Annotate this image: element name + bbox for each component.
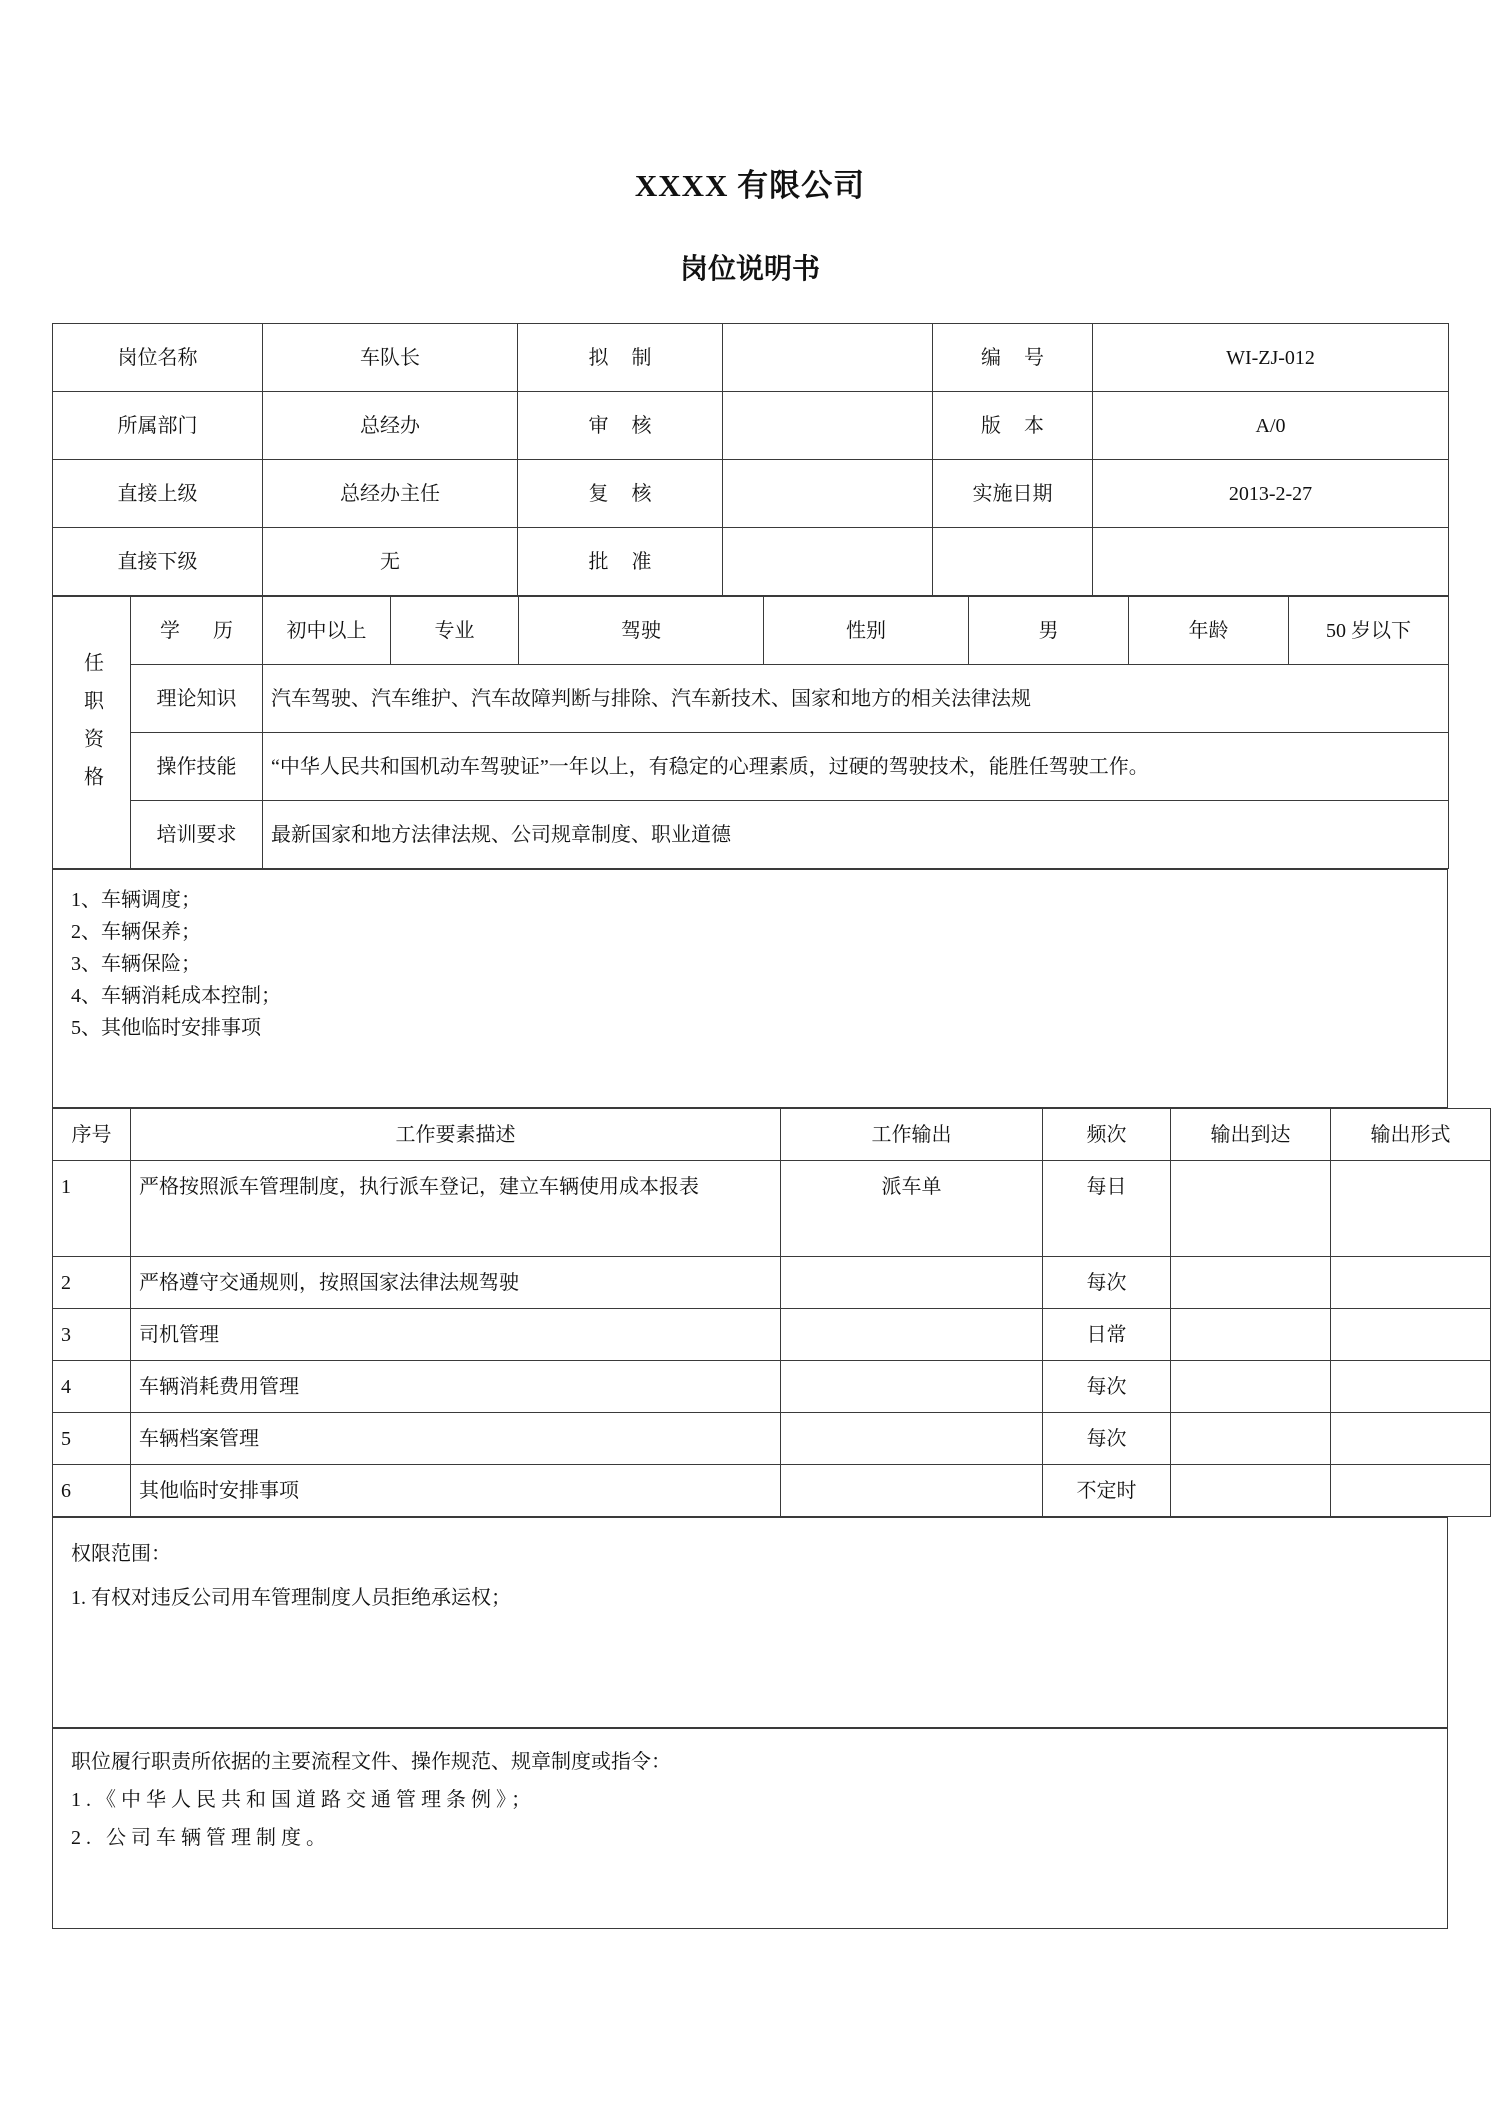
number-label: 编 号 [933,324,1093,392]
table-row [53,1729,1448,1929]
qualification-side-text: 任职资格 [80,651,103,804]
table-row [53,665,1449,733]
table-row [53,1257,1491,1309]
table-row [53,1361,1491,1413]
table-row [53,870,1448,1108]
table-row [53,1161,1491,1257]
effective-date-value: 2013-2-27 [1093,460,1449,528]
major-value: 驾驶 [519,597,764,665]
training-req-value: 最新国家和地方法律法规、公司规章制度、职业道德 [263,801,1449,869]
work-row-form [1331,1309,1491,1361]
table-row [53,324,1449,392]
work-row-no: 6 [53,1465,131,1517]
table-row [53,597,1449,665]
work-row-arrive [1171,1161,1331,1257]
table-row [53,1465,1491,1517]
header-blank-1 [933,528,1093,596]
drafted-value [723,324,933,392]
recheck-label: 复 核 [518,460,723,528]
major-label: 专业 [391,597,519,665]
list-item: 5、其他临时安排事项 [71,1017,261,1039]
header-blank-2 [1093,528,1449,596]
authority-table [52,1517,1448,1728]
department-value: 总经办 [263,392,518,460]
version-value: A/0 [1093,392,1449,460]
list-item: 3、车辆保险； [71,953,201,975]
col-header-output: 工作输出 [781,1109,1043,1161]
work-row-frequency: 每次 [1043,1413,1171,1465]
subordinate-label: 直接下级 [53,528,263,596]
table-row [53,1413,1491,1465]
work-row-arrive [1171,1361,1331,1413]
training-req-label: 培训要求 [131,801,263,869]
work-row-desc: 司机管理 [131,1309,781,1361]
responsibilities-table [52,869,1448,1108]
references-title: 职位履行职责所依据的主要流程文件、操作规范、规章制度或指令： [71,1751,671,1773]
col-header-no: 序号 [53,1109,131,1161]
list-item: 1、车辆调度； [71,889,201,911]
table-row [53,1518,1448,1728]
work-row-output [781,1413,1043,1465]
review-value [723,392,933,460]
work-row-desc: 严格按照派车管理制度，执行派车登记，建立车辆使用成本报表 [131,1161,781,1257]
work-row-form [1331,1413,1491,1465]
work-row-no: 1 [53,1161,131,1257]
work-row-form [1331,1257,1491,1309]
drafted-label: 拟 制 [518,324,723,392]
work-row-desc: 其他临时安排事项 [131,1465,781,1517]
list-item: 2、车辆保养； [71,921,201,943]
superior-label: 直接上级 [53,460,263,528]
work-row-desc: 严格遵守交通规则，按照国家法律法规驾驶 [131,1257,781,1309]
version-label: 版 本 [933,392,1093,460]
age-label: 年龄 [1129,597,1289,665]
work-row-arrive [1171,1309,1331,1361]
work-row-output [781,1309,1043,1361]
page-subtitle: 岗位说明书 [679,252,820,285]
table-row [53,801,1449,869]
work-row-arrive [1171,1257,1331,1309]
list-item: 4、车辆消耗成本控制； [71,985,281,1007]
work-elements-table [52,1108,1491,1517]
job-name-value: 车队长 [263,324,518,392]
table-row [53,1309,1491,1361]
theory-knowledge-value: 汽车驾驶、汽车维护、汽车故障判断与排除、汽车新技术、国家和地方的相关法律法规 [263,665,1449,733]
work-row-output: 派车单 [781,1161,1043,1257]
work-row-arrive [1171,1465,1331,1517]
gender-value: 男 [969,597,1129,665]
work-row-no: 2 [53,1257,131,1309]
education-label: 学 历 [131,597,263,665]
work-row-frequency: 每日 [1043,1161,1171,1257]
operation-skill-label: 操作技能 [131,733,263,801]
education-value: 初中以上 [263,597,391,665]
authority-title: 权限范围： [71,1543,171,1565]
work-row-frequency: 不定时 [1043,1465,1171,1517]
table-row [53,392,1449,460]
col-header-frequency: 频次 [1043,1109,1171,1161]
list-item: 1. 有权对违反公司用车管理制度人员拒绝承运权； [71,1587,511,1609]
work-row-output [781,1257,1043,1309]
table-row [53,528,1449,596]
approve-label: 批 准 [518,528,723,596]
operation-skill-value: “中华人民共和国机动车驾驶证”一年以上，有稳定的心理素质，过硬的驾驶技术，能胜任驾驶工作。 [263,733,1449,801]
page-title: XXXX 有限公司 [634,168,866,203]
age-value: 50 岁以下 [1289,597,1449,665]
table-row [53,460,1449,528]
approve-value [723,528,933,596]
header-info-table [52,323,1449,596]
work-row-desc: 车辆档案管理 [131,1413,781,1465]
document-sheet [52,0,1451,1929]
qualification-side-label [53,597,131,869]
work-row-desc: 车辆消耗费用管理 [131,1361,781,1413]
references-block [53,1729,1448,1929]
list-item: 1.《中华人民共和国道路交通管理条例》； [71,1789,536,1811]
work-row-arrive [1171,1413,1331,1465]
recheck-value [723,460,933,528]
work-row-no: 5 [53,1413,131,1465]
superior-value: 总经办主任 [263,460,518,528]
col-header-desc: 工作要素描述 [131,1109,781,1161]
effective-date-label: 实施日期 [933,460,1093,528]
references-table [52,1728,1448,1929]
work-row-frequency: 每次 [1043,1257,1171,1309]
work-row-output [781,1465,1043,1517]
job-name-label: 岗位名称 [53,324,263,392]
number-value: WI-ZJ-012 [1093,324,1449,392]
list-item: 2. 公司车辆管理制度。 [71,1827,331,1849]
work-row-form [1331,1161,1491,1257]
subordinate-value: 无 [263,528,518,596]
department-label: 所属部门 [53,392,263,460]
col-header-form: 输出形式 [1331,1109,1491,1161]
theory-knowledge-label: 理论知识 [131,665,263,733]
table-header-row [53,1109,1491,1161]
work-row-frequency: 日常 [1043,1309,1171,1361]
work-row-output [781,1361,1043,1413]
work-row-frequency: 每次 [1043,1361,1171,1413]
work-row-form [1331,1361,1491,1413]
gender-label: 性别 [764,597,969,665]
work-row-form [1331,1465,1491,1517]
review-label: 审 核 [518,392,723,460]
col-header-arrive: 输出到达 [1171,1109,1331,1161]
work-row-no: 3 [53,1309,131,1361]
work-row-no: 4 [53,1361,131,1413]
qualification-table [52,596,1449,869]
authority-block [53,1518,1448,1728]
table-row [53,733,1449,801]
responsibilities-block [53,870,1448,1108]
